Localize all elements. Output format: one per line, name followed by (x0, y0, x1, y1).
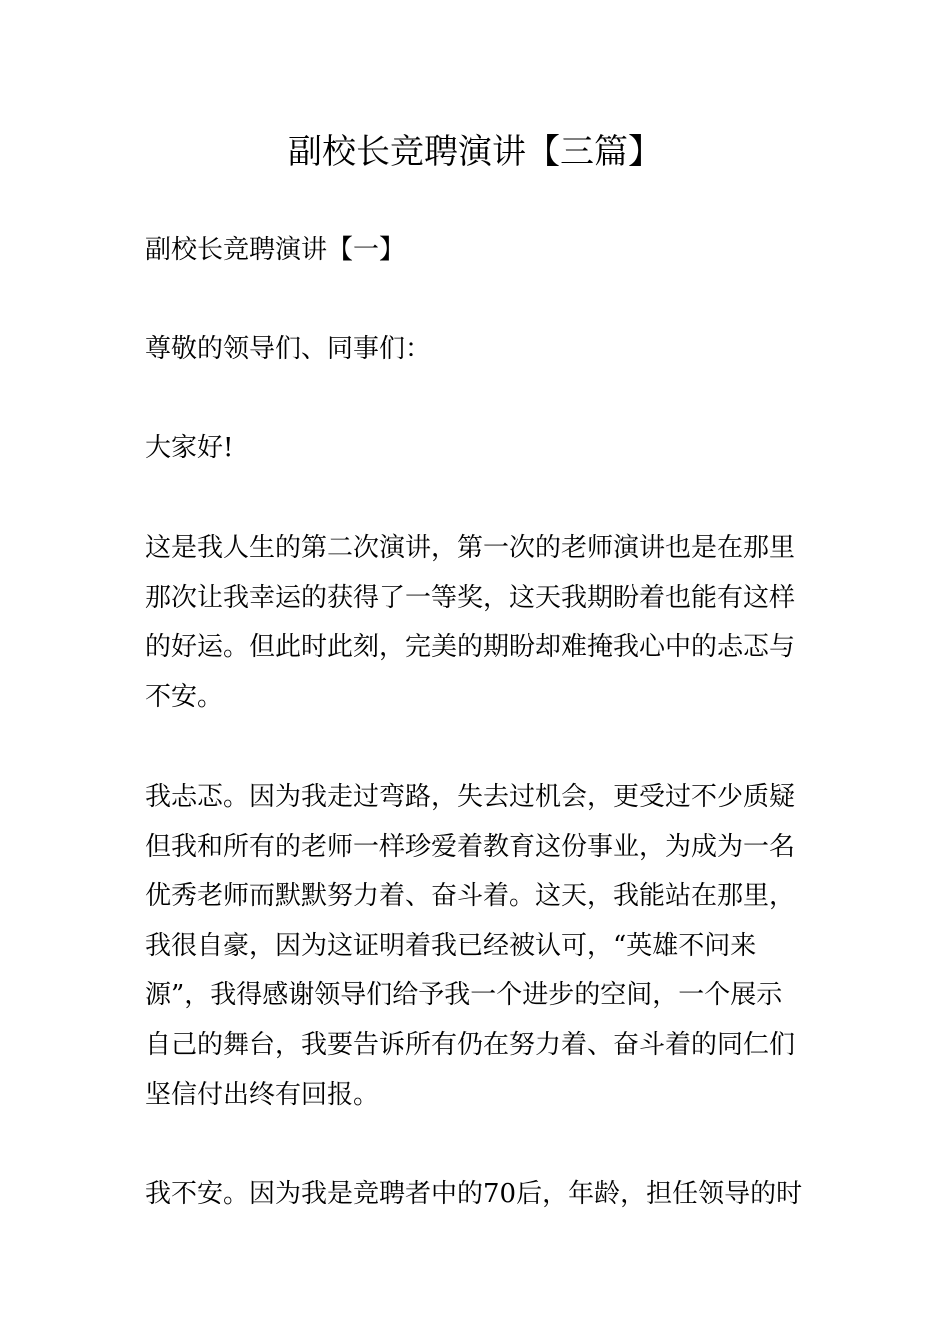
paragraph-line: 不安。 (145, 681, 224, 712)
paragraph-line: 坚信付出终有回报。 (145, 1079, 380, 1110)
paragraph-line: 这是我人生的第二次演讲，第一次的老师演讲也是在那里 (145, 533, 796, 563)
section-heading (145, 226, 809, 276)
paragraph-line: 我不安。因为我是竞聘者中的70后，年龄，担任领导的时 (145, 1179, 803, 1209)
paragraph-line: 但我和所有的老师一样珍爱着教育这份事业，为成为一名 (145, 831, 796, 862)
document-title: 副校长竞聘演讲【三篇】 (288, 132, 662, 172)
paragraph-line: 的好运。但此时此刻，完美的期盼却难掩我心中的忐忑与 (145, 632, 796, 663)
paragraph-line: 优秀老师而默默努力着、奋斗着。这天，我能站在那里， (145, 881, 796, 912)
salutation (145, 325, 809, 375)
section-heading-text: 副校长竞聘演讲【一】 (145, 235, 406, 265)
paragraph-3 (145, 1170, 809, 1220)
paragraph-line: 自己的舞台，我要告诉所有仍在努力着、奋斗着的同仁们 (145, 1029, 796, 1060)
paragraph-2 (145, 773, 809, 1120)
salutation-text: 尊敬的领导们、同事们： (145, 334, 432, 364)
greeting-text: 大家好! (145, 433, 234, 463)
paragraph-line: 那次让我幸运的获得了一等奖，这天我期盼着也能有这样 (145, 582, 796, 613)
paragraph-1 (145, 524, 809, 722)
paragraph-line: 我忐忑。因为我走过弯路，失去过机会，更受过不少质疑 (145, 782, 796, 812)
greeting (145, 424, 809, 474)
paragraph-line: 我很自豪，因为这证明着我已经被认可，“英雄不问来 (145, 930, 757, 961)
paragraph-line: 源”，我得感谢领导们给予我一个进步的空间，一个展示 (145, 980, 783, 1011)
